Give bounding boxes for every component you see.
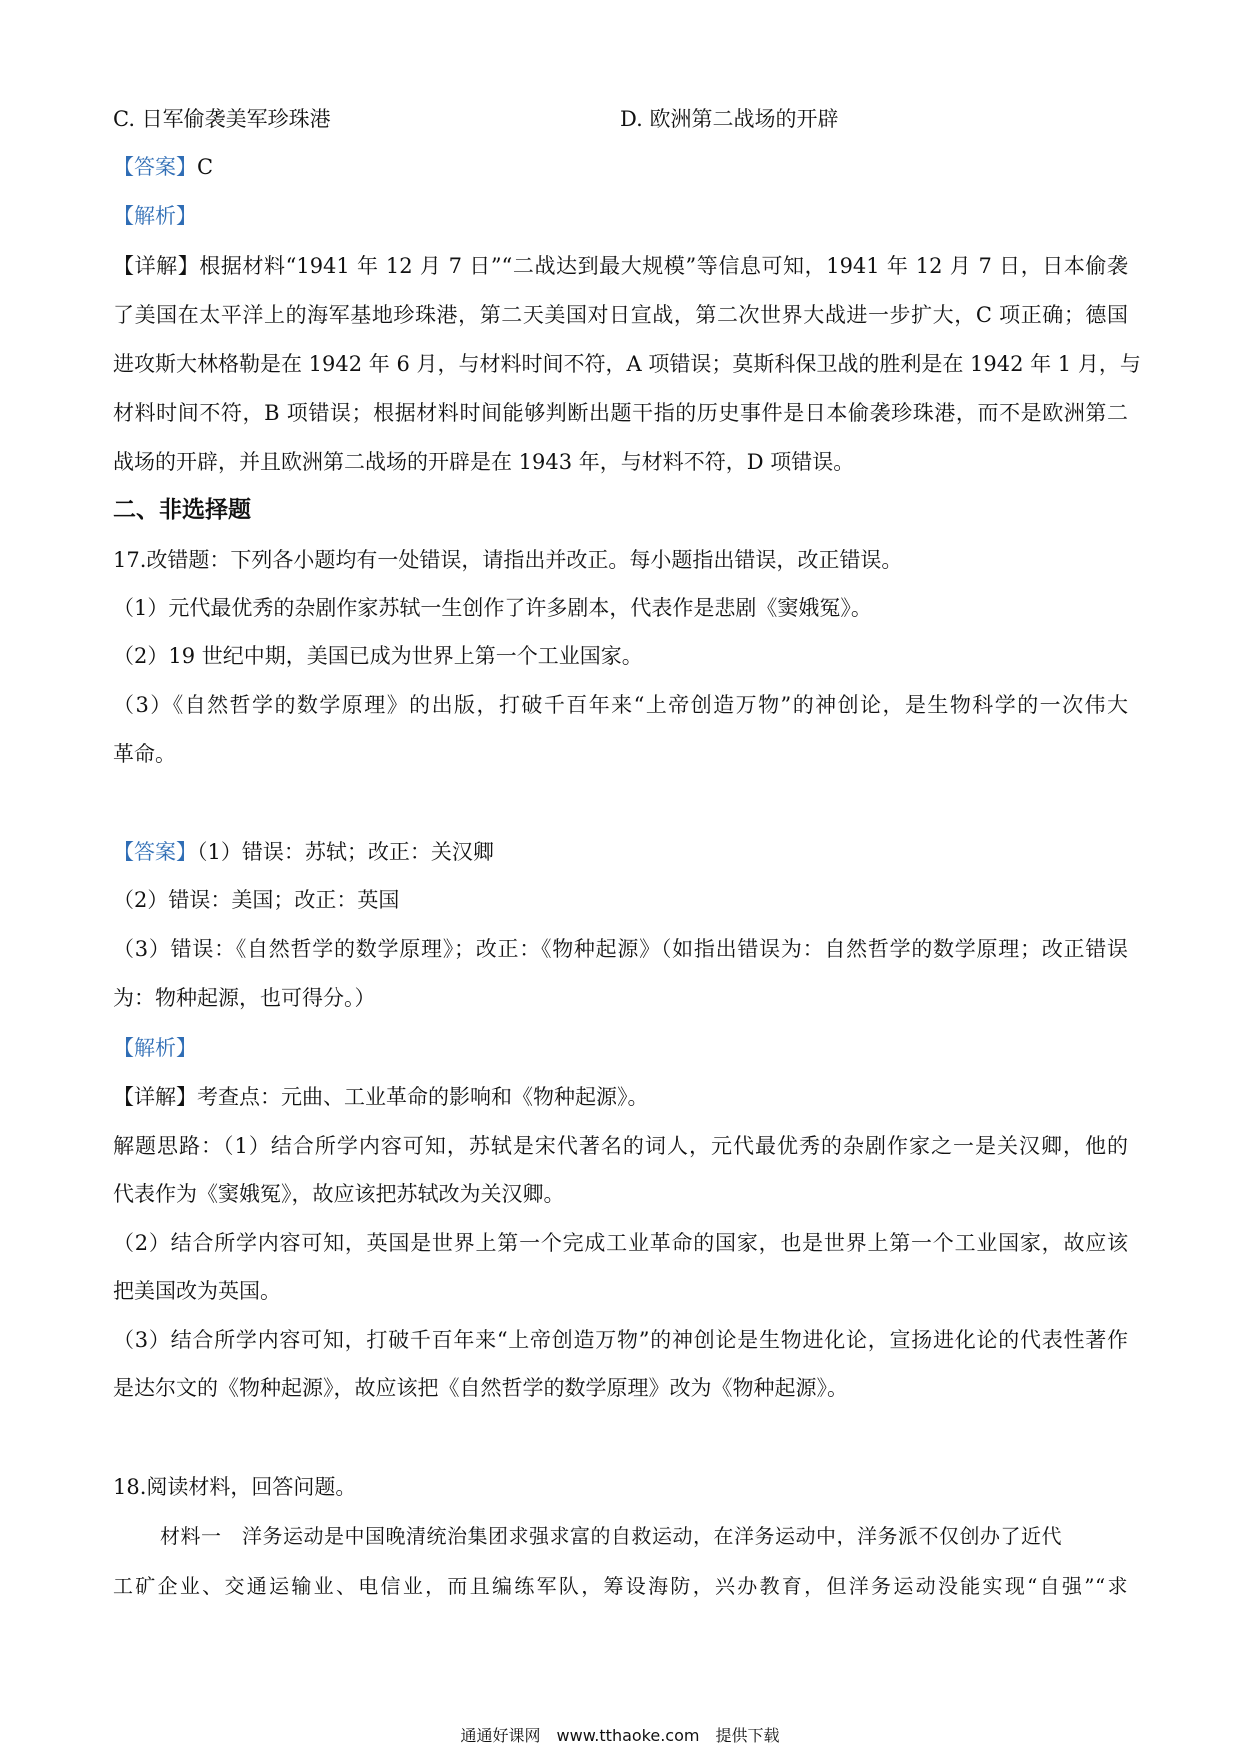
q17-item-3-line-1: （3）《自然哲学的数学原理》的出版，打破千百年来“上帝创造万物”的神创论，是生物科学的一次伟大 — [113, 693, 1128, 717]
q17-item-1: （1）元代最优秀的杂剧作家苏轼一生创作了许多剧本，代表作是悲剧《窦娥冤》。 — [113, 596, 872, 620]
q17-approach-3-line-2: 是达尔文的《物种起源》，故应该把《自然哲学的数学原理》改为《物种起源》。 — [113, 1376, 848, 1400]
q16-answer — [113, 153, 1128, 181]
answer-value: C — [197, 155, 214, 179]
q17-approach-1-line-2: 代表作为《窦娥冤》，故应该把苏轼改为关汉卿。 — [113, 1182, 565, 1206]
q17-answer-3-line-1: （3）错误：《自然哲学的数学原理》；改正：《物种起源》（如指出错误为：自然哲学的数学原理；改正错误 — [113, 937, 1128, 961]
q17-approach-2-line-1: （2）结合所学内容可知，英国是世界上第一个完成工业革命的国家，也是世界上第一个工业国家，故应该 — [113, 1231, 1128, 1255]
q17-analysis — [113, 1034, 1128, 1062]
q17-stem: 17.改错题：下列各小题均有一处错误，请指出并改正。每小题指出错误，改正错误。 — [113, 548, 903, 572]
answer-text: （1）错误：苏轼；改正：关汉卿 — [197, 840, 494, 864]
q16-detail-line-4: 材料时间不符，B 项错误；根据材料时间能够判断出题干指的历史事件是日本偷袭珍珠港，而不是欧洲第二 — [113, 401, 1128, 425]
q16-detail-line-5: 战场的开辟，并且欧洲第二战场的开辟是在 1943 年，与材料不符，D 项错误。 — [113, 450, 855, 474]
option-c: C. 日军偷袭美军珍珠港 — [113, 107, 331, 131]
detail-tag: 【详解】 — [113, 1085, 197, 1109]
q17-answer-2: （2）错误：美国；改正：英国 — [113, 888, 400, 912]
q18-material-1-line-2: 工矿企业、交通运输业、电信业，而且编练军队，筹设海防，兴办教育，但洋务运动没能实现“自强”“求 — [113, 1574, 1128, 1598]
page-footer: 通通好课网 www.tthaoke.com 提供下载 — [460, 1726, 780, 1745]
q17-item-3-line-2: 革命。 — [113, 742, 176, 766]
q17-approach-2-line-2: 把美国改为英国。 — [113, 1279, 281, 1303]
analysis-tag: 【解析】 — [113, 204, 197, 228]
answer-tag: 【答案】 — [113, 155, 197, 179]
q16-detail-line-3: 进攻斯大林格勒是在 1942 年 6 月，与材料时间不符，A 项错误；莫斯科保卫战的胜利是在 1942 年 1 月，与 — [113, 352, 1141, 376]
q17-detail — [113, 1083, 1128, 1111]
analysis-tag: 【解析】 — [113, 1036, 197, 1060]
q16-analysis — [113, 202, 1128, 230]
detail-text: 考查点：元曲、工业革命的影响和《物种起源》。 — [197, 1085, 649, 1109]
q16-detail-line-2: 了美国在太平洋上的海军基地珍珠港，第二天美国对日宣战，第二次世界大战进一步扩大，C 项正确；德国 — [113, 303, 1128, 327]
q17-item-2: （2）19 世纪中期，美国已成为世界上第一个工业国家。 — [113, 644, 643, 668]
option-d: D. 欧洲第二战场的开辟 — [620, 107, 839, 131]
detail-tag: 【详解】 — [113, 254, 200, 278]
q16-detail-line-1 — [113, 252, 1128, 280]
q17-answer-1 — [113, 838, 1128, 866]
detail-text: 根据材料“1941 年 12 月 7 日”“二战达到最大规模”等信息可知，1941 年 12 月 7 日，日本偷袭 — [199, 254, 1128, 278]
section-heading: 二、非选择题 — [113, 497, 251, 523]
q18-material-1-line-1: 材料一 洋务运动是中国晚清统治集团求强求富的自救运动，在洋务运动中，洋务派不仅创办了近代 — [160, 1524, 1062, 1548]
q17-approach-3-line-1: （3）结合所学内容可知，打破千百年来“上帝创造万物”的神创论是生物进化论，宣扬进化论的代表性著作 — [113, 1328, 1128, 1352]
q17-approach-1-line-1: 解题思路：（1）结合所学内容可知，苏轼是宋代著名的词人，元代最优秀的杂剧作家之一是关汉卿，他的 — [113, 1134, 1128, 1158]
answer-tag: 【答案】 — [113, 840, 197, 864]
q18-stem: 18.阅读材料，回答问题。 — [113, 1475, 357, 1499]
q17-answer-3-line-2: 为：物种起源，也可得分。） — [113, 986, 376, 1010]
